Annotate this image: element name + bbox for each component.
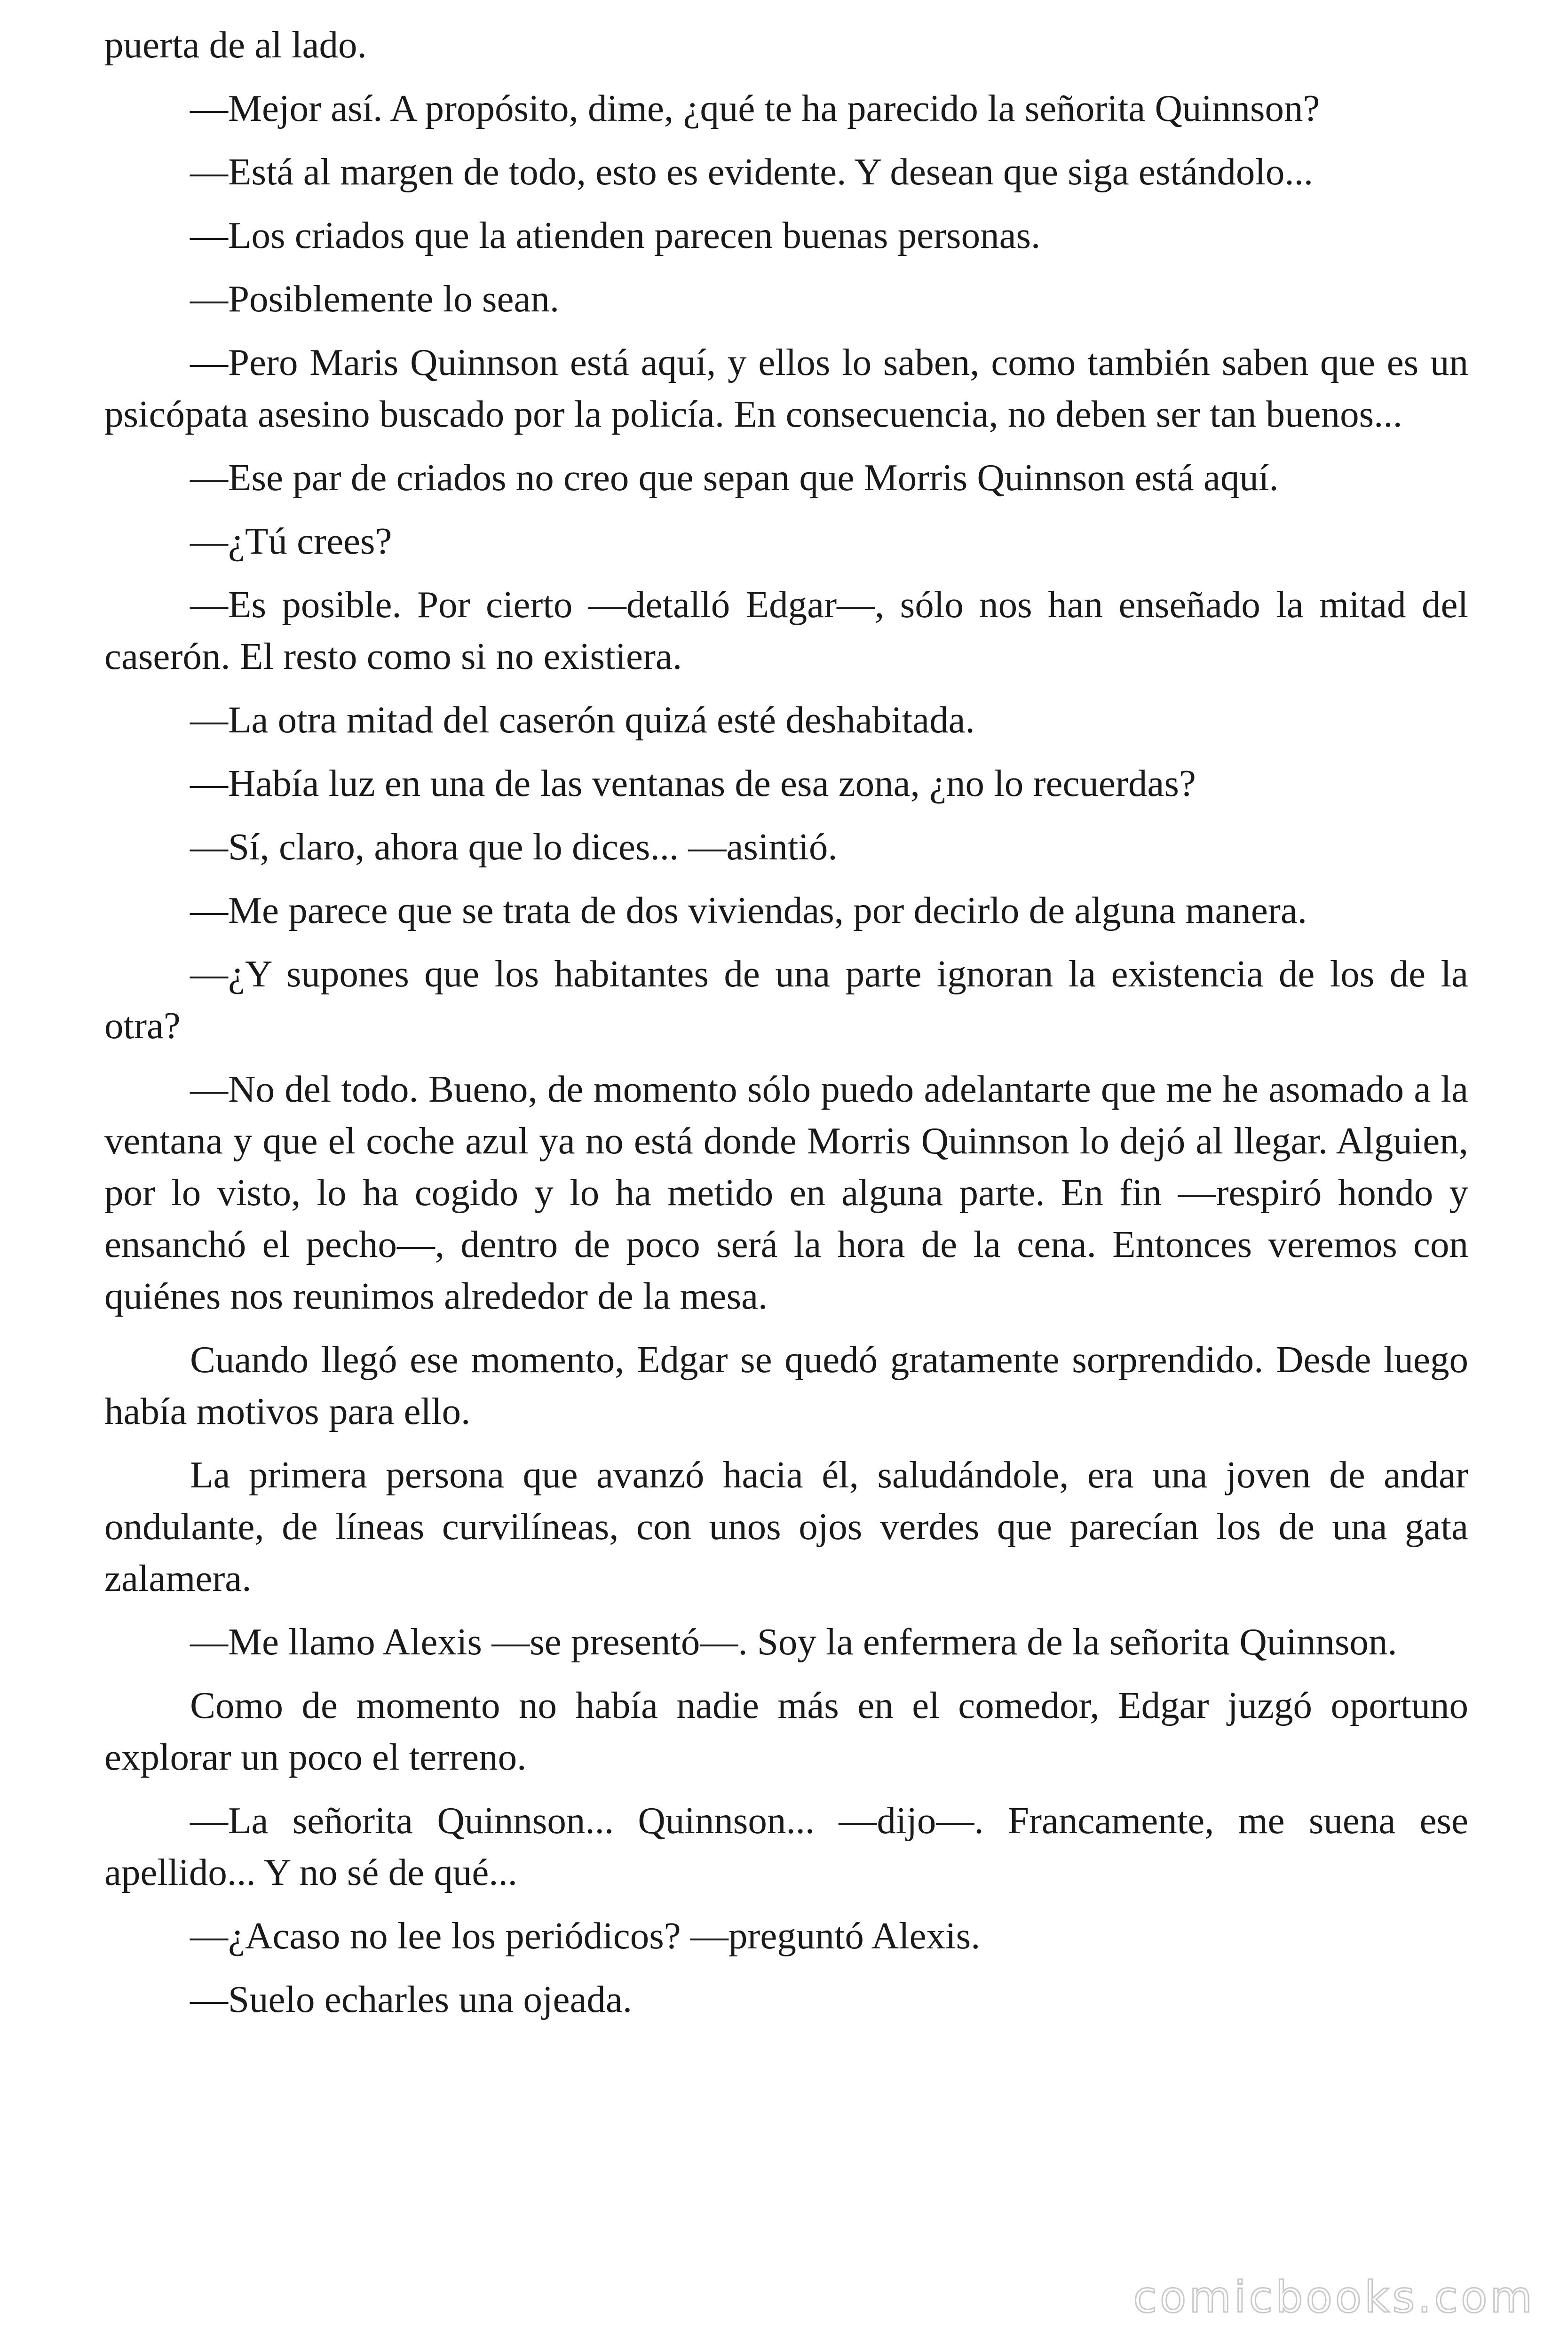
paragraph: —Sí, claro, ahora que lo dices... —asintió.	[190, 826, 838, 868]
paragraph: —Es posible. Por cierto —detalló Edgar—, sólo nos han enseñado la mitad del caserón. El resto como si no existiera.	[104, 583, 1468, 677]
paragraph: —Ese par de criados no creo que sepan que Morris Quinnson está aquí.	[190, 456, 1279, 499]
paragraph: —Posiblemente lo sean.	[190, 278, 560, 320]
paragraph: —¿Acaso no lee los periódicos? —preguntó Alexis.	[190, 1915, 981, 1957]
paragraph: —¿Y supones que los habitantes de una parte ignoran la existencia de los de la otra?	[104, 953, 1468, 1047]
paragraph: —No del todo. Bueno, de momento sólo puedo adelantarte que me he asomado a la ventana y que el coche azul ya no está donde Morris Quinnson lo dejó al llegar. Alguien, por lo visto, lo ha cogido y lo ha metido en alguna parte. En fin —respiró hondo y ensanchó el pecho—, dentro de poco será la hora de la cena. Entonces veremos con quiénes nos reunimos alrededor de la mesa.	[104, 1068, 1468, 1317]
paragraph: Cuando llegó ese momento, Edgar se quedó gratamente sorprendido. Desde luego había motivos para ello.	[104, 1338, 1468, 1432]
paragraph: —¿Tú crees?	[190, 520, 392, 562]
paragraph: —Los criados que la atienden parecen buenas personas.	[190, 214, 1041, 256]
paragraph: —Mejor así. A propósito, dime, ¿qué te ha parecido la señorita Quinnson?	[190, 87, 1320, 129]
paragraph: —La otra mitad del caserón quizá esté deshabitada.	[190, 699, 975, 741]
paragraph: —La señorita Quinnson... Quinnson... —dijo—. Francamente, me suena ese apellido... Y no sé de qué...	[104, 1799, 1468, 1893]
paragraph: puerta de al lado.	[104, 24, 367, 66]
watermark: comicbooks.com	[1133, 2272, 1535, 2322]
paragraph: La primera persona que avanzó hacia él, saludándole, era una joven de andar ondulante, de líneas curvilíneas, con unos ojos verdes que parecían los de una gata zalamera.	[104, 1454, 1468, 1599]
paragraph: Como de momento no había nadie más en el comedor, Edgar juzgó oportuno explorar un poco el terreno.	[104, 1684, 1468, 1778]
paragraph: —Había luz en una de las ventanas de esa zona, ¿no lo recuerdas?	[190, 762, 1196, 804]
paragraph: —Me parece que se trata de dos viviendas, por decirlo de alguna manera.	[190, 889, 1307, 931]
paragraph: —Suelo echarles una ojeada.	[190, 1978, 633, 2020]
book-page-text	[104, 19, 1468, 2037]
paragraph: —Está al margen de todo, esto es evidente. Y desean que siga estándolo...	[190, 151, 1314, 193]
paragraph: —Me llamo Alexis —se presentó—. Soy la enfermera de la señorita Quinnson.	[190, 1621, 1397, 1663]
paragraph: —Pero Maris Quinnson está aquí, y ellos lo saben, como también saben que es un psicópata asesino buscado por la policía. En consecuencia, no deben ser tan buenos...	[104, 341, 1468, 435]
